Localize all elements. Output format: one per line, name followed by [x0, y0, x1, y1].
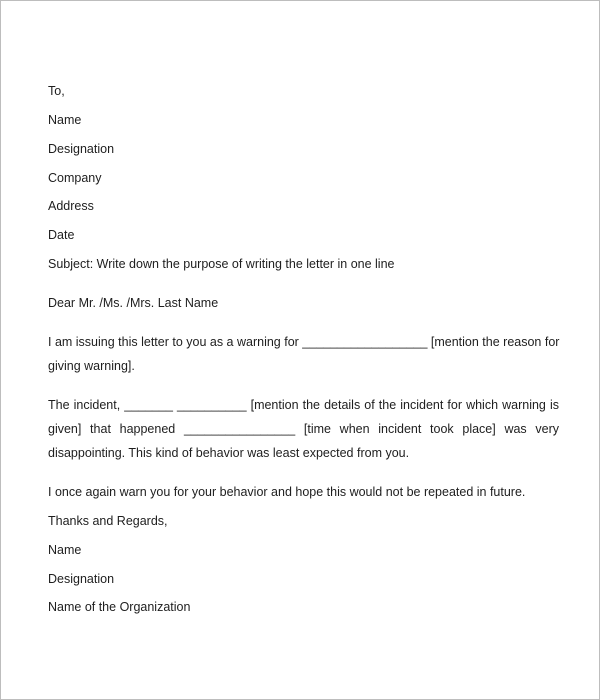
- recipient-designation: Designation: [48, 142, 115, 156]
- warning-paragraph-line-1: I am issuing this letter to you as a warning for __________________ [mention the reason for: [48, 335, 560, 349]
- incident-paragraph-line-3: disappointing. This kind of behavior was least expected from you.: [48, 446, 410, 460]
- subject-line: Subject: Write down the purpose of writing the letter in one line: [48, 257, 395, 271]
- warning-paragraph: [48, 330, 559, 378]
- recipient-name: Name: [48, 113, 82, 127]
- sender-organization: Name of the Organization: [48, 600, 191, 614]
- salutation: Dear Mr. /Ms. /Mrs. Last Name: [48, 296, 219, 310]
- incident-paragraph: [48, 393, 559, 465]
- letter-date: Date: [48, 228, 75, 242]
- sender-name: Name: [48, 543, 82, 557]
- recipient-company: Company: [48, 171, 102, 185]
- repeat-warning-paragraph: I once again warn you for your behavior and hope this would not be repeated in future.: [48, 485, 526, 499]
- closing: Thanks and Regards,: [48, 514, 168, 528]
- recipient-address: Address: [48, 199, 94, 213]
- incident-paragraph-line-1: The incident, _______ __________ [mention the details of the incident for which warning is: [48, 398, 559, 412]
- sender-designation: Designation: [48, 572, 115, 586]
- warning-paragraph-line-2: giving warning].: [48, 359, 135, 373]
- to-line: To,: [48, 84, 65, 98]
- incident-paragraph-line-2: given] that happened ________________ [time when incident took place] was very: [48, 422, 559, 436]
